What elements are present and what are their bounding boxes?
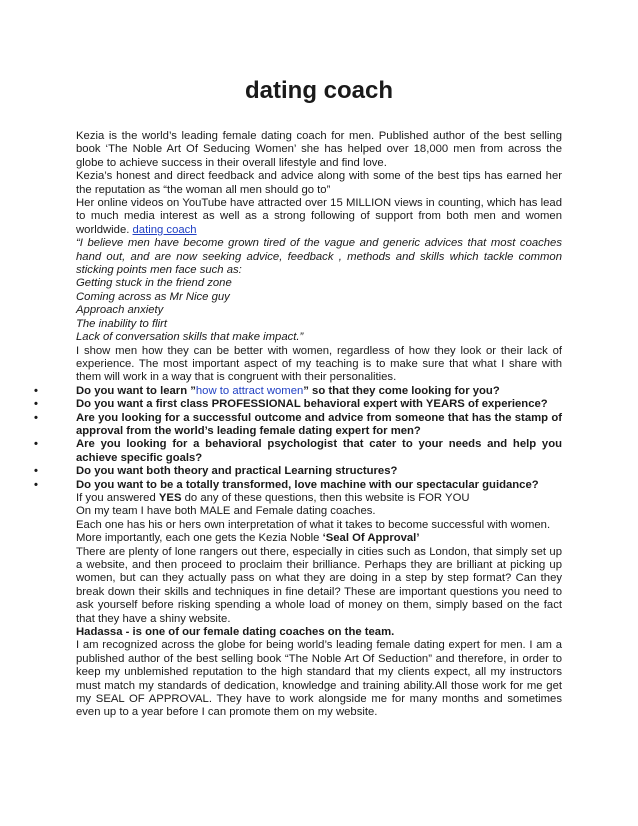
- intro-paragraph-2: Kezia’s honest and direct feedback and advice along with some of the best tips has earned her the reputation as “the woman all men should go to”: [76, 170, 562, 196]
- quote-lead: “I believe men have become grown tired of the vague and generic advices that most coaches hand out, and are now seeking advice, feedback , methods and skills which tackle common sticking points men face such as:: [76, 237, 562, 277]
- bullet-glyph: •: [34, 384, 38, 397]
- quote-item-5: Lack of conversation skills that make impact.”: [76, 331, 304, 344]
- intro-paragraph-3: [76, 197, 562, 237]
- seal-line: [76, 532, 562, 545]
- bullet-glyph: •: [34, 438, 38, 451]
- seal-of-approval: ‘Seal Of Approval’: [322, 532, 420, 545]
- hadassa-heading: [76, 626, 562, 639]
- question-1-post: ” so that they come looking for you?: [303, 384, 500, 397]
- answered-yes-line: [76, 492, 562, 505]
- question-5-text: Do you want both theory and practical Learning structures?: [76, 465, 398, 478]
- dating-coach-link[interactable]: dating coach: [132, 223, 197, 236]
- how-to-attract-women-link[interactable]: how to attract women: [195, 384, 304, 397]
- question-item-5: [34, 465, 562, 478]
- recognized-paragraph: I am recognized across the globe for being world’s leading female dating expert for men. I am a published author of the best selling book “The Noble Art Of Seduction” and therefore, in order to keep my unblemished reputation to the high standard that my clients expect, all my instructors must match my standards of dedication, knowledge and training ability.All those work for me get my SEAL OF APPROVAL. They have to work alongside me for many months and sometimes even up to a year before I can promote them on my website.: [76, 639, 562, 719]
- question-item-1: [34, 384, 562, 398]
- question-item-2: [34, 398, 562, 411]
- document-body: [34, 130, 562, 720]
- question-1-pre: Do you want to learn ”: [76, 384, 196, 397]
- question-4-text: Are you looking for a behavioral psychologist that cater to your needs and help you achieve specific goals?: [76, 438, 562, 464]
- show-men-paragraph: I show men how they can be better with women, regardless of how they look or their lack of experience. The most important aspect of my teaching is to make sure that what I share with them will work in a way that is congruent with their personalities.: [76, 344, 562, 384]
- quote-item-3: Approach anxiety: [76, 304, 164, 317]
- quote-item-4: The inability to flirt: [76, 317, 168, 330]
- bullet-glyph: •: [34, 411, 38, 424]
- seal-pre: More importantly, each one gets the Kezia Noble: [76, 532, 323, 545]
- page-title: dating coach: [244, 77, 394, 104]
- quote-item-2: Coming across as Mr Nice guy: [76, 290, 230, 303]
- intro-paragraph-3-text: Her online videos on YouTube have attracted over 15 MILLION views in counting, which has lead to much media interest as well as a strong following of support from both men and women worldwide.: [76, 197, 562, 236]
- bullet-glyph: •: [34, 478, 38, 491]
- question-6-text: Do you want to be a totally transformed, love machine with our spectacular guidance?: [76, 478, 539, 491]
- answered-post: do any of these questions, then this website is FOR YOU: [181, 491, 470, 504]
- question-list: [34, 384, 562, 492]
- hadassa-heading-text: Hadassa - is one of our female dating coaches on the team.: [76, 626, 395, 639]
- team-line: On my team I have both MALE and Female dating coaches.: [76, 505, 376, 518]
- answered-yes: YES: [158, 491, 182, 504]
- answered-pre: If you answered: [76, 491, 159, 504]
- intro-paragraph-1: Kezia is the world’s leading female dating coach for men. Published author of the best selling book ‘The Noble Art Of Seducing Women’ she has helped over 18,000 men from across the globe to achieve success in their overall lifestyle and find love.: [76, 130, 562, 169]
- quote-item-1: Getting stuck in the friend zone: [76, 277, 232, 290]
- each-one-line: Each one has his or hers own interpretation of what it takes to become successful with women.: [76, 518, 551, 531]
- bullet-glyph: •: [34, 398, 38, 411]
- question-3-text: Are you looking for a successful outcome and advice from someone that has the stamp of approval from the world’s leading female dating expert for men?: [76, 411, 562, 437]
- question-item-4: [34, 438, 562, 465]
- question-item-3: [34, 411, 562, 439]
- lone-rangers-paragraph: There are plenty of lone rangers out there, especially in cities such as London, that simply set up a website, and then proceed to proclaim their brilliance. Perhaps they are brilliant at picking up women, but can they actually pass on what they are doing in a step by step format? Can they break down their skills and techniques in fine detail? These are important questions you need to ask yourself before risking spending a whole load of money on them, simply based on the fact that they have a shiny website.: [76, 545, 562, 625]
- question-2-text: Do you want a first class PROFESSIONAL behavioral expert with YEARS of experience?: [76, 398, 548, 411]
- question-item-6: [34, 478, 562, 492]
- bullet-glyph: •: [34, 465, 38, 478]
